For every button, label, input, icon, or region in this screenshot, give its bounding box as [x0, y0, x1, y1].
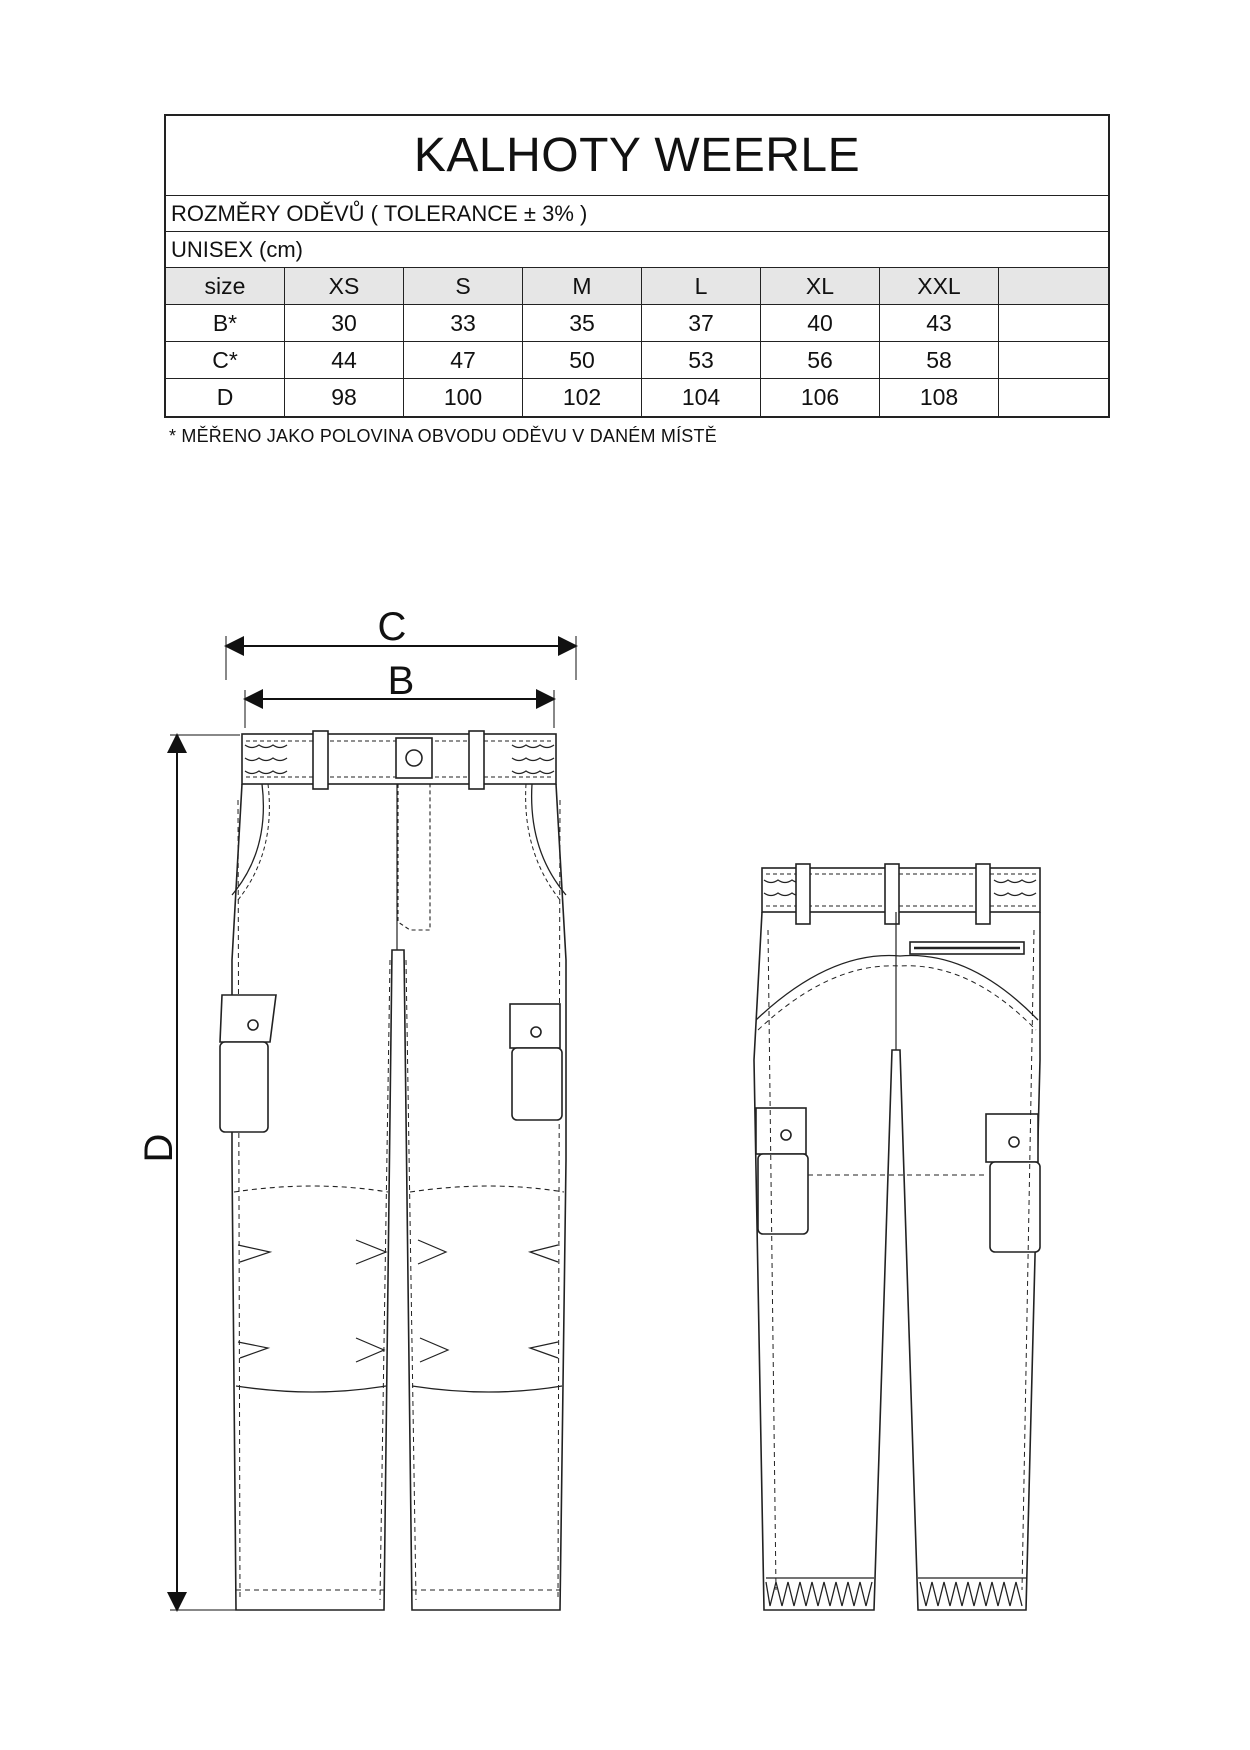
chart-subtitle: ROZMĚRY ODĚVŮ ( TOLERANCE ± 3% )	[166, 196, 1108, 232]
pants-front-view	[220, 731, 566, 1610]
table-cell: 30	[285, 305, 404, 341]
table-cell: 56	[761, 342, 880, 378]
chart-title: KALHOTY WEERLE	[166, 116, 1108, 196]
table-cell: 104	[642, 379, 761, 416]
table-cell: 50	[523, 342, 642, 378]
table-cell: 58	[880, 342, 999, 378]
table-cell: 106	[761, 379, 880, 416]
row-label-cell: B*	[166, 305, 285, 341]
pants-back-view	[754, 864, 1040, 1610]
header-cell: size	[166, 268, 285, 304]
table-cell: 40	[761, 305, 880, 341]
table-cell: 44	[285, 342, 404, 378]
header-cell: XS	[285, 268, 404, 304]
header-cell: XL	[761, 268, 880, 304]
dimension-b-label: B	[387, 659, 415, 703]
table-cell: 102	[523, 379, 642, 416]
row-label-cell: C*	[166, 342, 285, 378]
header-cell: M	[523, 268, 642, 304]
measurement-footnote: * MĚŘENO JAKO POLOVINA OBVODU ODĚVU V DANÉM MÍSTĚ	[169, 426, 717, 446]
table-cell: 35	[523, 305, 642, 341]
header-cell: XXL	[880, 268, 999, 304]
header-cell: S	[404, 268, 523, 304]
table-cell: 47	[404, 342, 523, 378]
table-cell: 33	[404, 305, 523, 341]
table-cell: 100	[404, 379, 523, 416]
dimension-b	[245, 659, 554, 728]
table-cell: 37	[642, 305, 761, 341]
dimension-c-label: C	[377, 605, 407, 649]
table-cell: 98	[285, 379, 404, 416]
header-cell: L	[642, 268, 761, 304]
unit-label: UNISEX (cm)	[166, 232, 1108, 268]
dimension-d	[137, 735, 240, 1610]
row-label-cell: D	[166, 379, 285, 416]
table-cell: 43	[880, 305, 999, 341]
table-cell: 53	[642, 342, 761, 378]
dimension-d-label: D	[137, 1133, 181, 1163]
table-cell: 108	[880, 379, 999, 416]
